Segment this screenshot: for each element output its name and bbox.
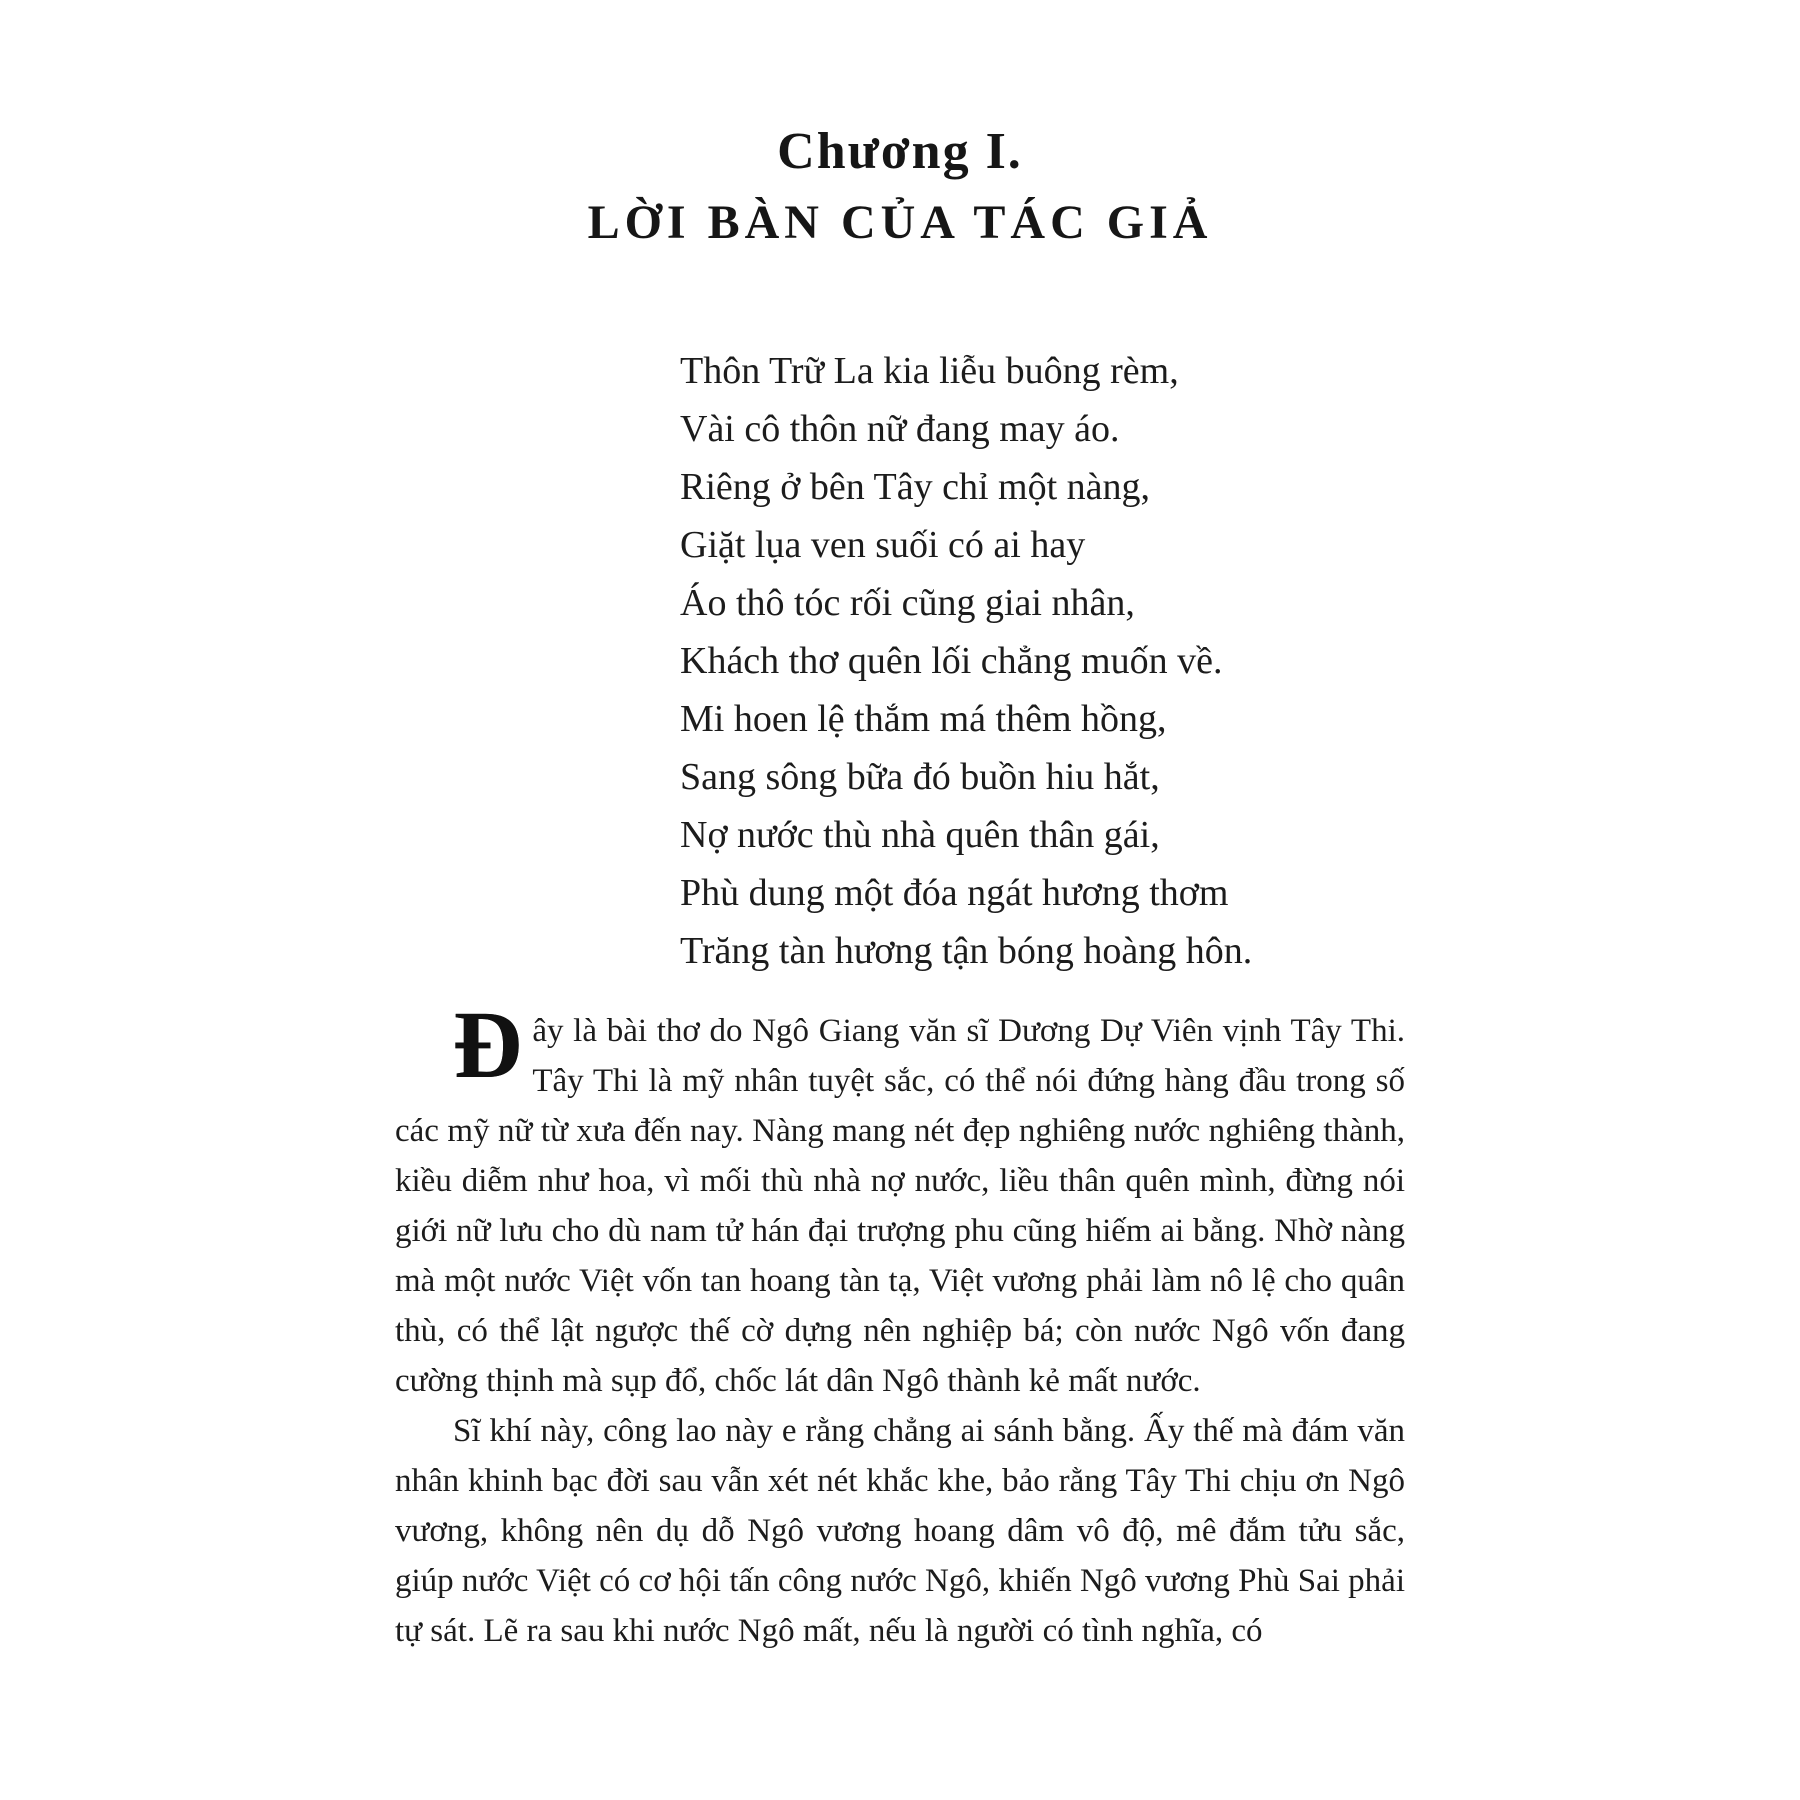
chapter-number: Chương I. [777,123,1023,180]
poem-line: Trăng tàn hương tận bóng hoàng hôn. [680,930,1253,972]
poem-line: Mi hoen lệ thắm má thêm hồng, [680,698,1167,740]
chapter-title: LỜI BÀN CỦA TÁC GIẢ [587,196,1213,249]
paragraph-text: Sĩ khí này, công lao này e rằng chẳng ai sánh bằng. Ấy thế mà đám văn nhân khinh bạc đời sau vẫn xét nét khắc khe, bảo rằng Tây Thi chịu ơn Ngô vương, không nên dụ dỗ Ngô vương hoang dâm vô độ, mê đắm tửu sắc, giúp nước Việt có cơ hội tấn công nước Ngô, khiến Ngô vương Phù Sai phải tự sát. Lẽ ra sau khi nước Ngô mất, nếu là người có tình nghĩa, có [395,1413,1405,1649]
poem-line: Vài cô thôn nữ đang may áo. [680,408,1120,450]
poem-line: Giặt lụa ven suối có ai hay [680,524,1086,566]
ornamental-drop-cap: Đ [453,991,523,1098]
poem-line: Nợ nước thù nhà quên thân gái, [680,814,1160,856]
poem-line: Khách thơ quên lối chẳng muốn về. [680,640,1223,682]
paragraph [395,991,1405,1406]
poem-line: Riêng ở bên Tây chỉ một nàng, [680,466,1151,508]
poem-line: Sang sông bữa đó buồn hiu hắt, [680,756,1160,798]
poem-line: Phù dung một đóa ngát hương thơm [680,872,1229,914]
poem-line: Thôn Trữ La kia liễu buông rèm, [680,350,1179,392]
paragraph [395,1406,1405,1656]
paragraph-text: ây là bài thơ do Ngô Giang văn sĩ Dương Dự Viên vịnh Tây Thi. Tây Thi là mỹ nhân tuyệt sắc, có thể nói đứng hàng đầu trong số các mỹ nữ từ xưa đến nay. Nàng mang nét đẹp nghiêng nước nghiêng thành, kiều diễm như hoa, vì mối thù nhà nợ nước, liều thân quên mình, đừng nói giới nữ lưu cho dù nam tử hán đại trượng phu cũng hiếm ai bằng. Nhờ nàng mà một nước Việt vốn tan hoang tàn tạ, Việt vương phải làm nô lệ cho quân thù, có thể lật ngược thế cờ dựng nên nghiệp bá; còn nước Ngô vốn đang cường thịnh mà sụp đổ, chốc lát dân Ngô thành kẻ mất nước. [395,1013,1405,1399]
poem-line: Áo thô tóc rối cũng giai nhân, [680,582,1135,624]
poem-block [680,342,1405,980]
chapter-heading [395,122,1405,250]
prose-block [395,991,1405,1656]
page-content [395,122,1405,1656]
